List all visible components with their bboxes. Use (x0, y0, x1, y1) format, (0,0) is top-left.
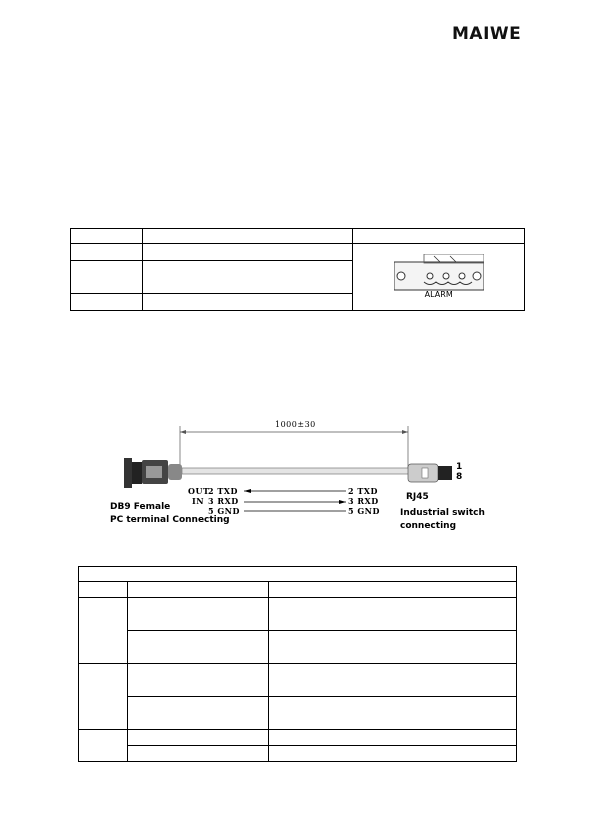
table-cell (71, 244, 143, 261)
table-cell (79, 582, 128, 598)
pin-definition-table (78, 566, 517, 762)
rj45-pin-1-label: 1 (456, 462, 463, 472)
in-label: IN (192, 496, 205, 506)
table-cell (127, 631, 269, 664)
table-cell (142, 244, 353, 261)
db9-rxd-label: 3 RXD (208, 496, 239, 506)
table-cell (71, 261, 143, 294)
table-cell (71, 294, 143, 311)
table-cell (269, 746, 517, 762)
db9-female-label: DB9 Female (110, 502, 171, 512)
table-cell (127, 746, 269, 762)
rj45-label: RJ45 (406, 492, 429, 502)
table-cell (71, 229, 143, 244)
db9-gnd-label: 5 GND (208, 506, 240, 516)
table-cell (269, 631, 517, 664)
table-cell (79, 598, 128, 664)
table-cell (127, 730, 269, 746)
pc-terminal-label: PC terminal Connecting (110, 515, 230, 525)
table-cell (127, 598, 269, 631)
table-cell (79, 567, 517, 582)
table-cell (269, 664, 517, 697)
rj45-rxd-label: 3 RXD (348, 496, 379, 506)
table-cell (269, 697, 517, 730)
table-cell (142, 294, 353, 311)
cable-length-label: 1000±30 (275, 420, 316, 429)
db9-txd-label: 2 TXD (208, 486, 238, 496)
alarm-terminal-table (70, 228, 525, 311)
table-cell (353, 229, 525, 244)
table-cell (127, 582, 269, 598)
table-cell (269, 598, 517, 631)
table-cell (79, 664, 128, 730)
out-label: OUT (188, 486, 210, 496)
table-cell (269, 582, 517, 598)
alarm-connector-image (394, 254, 484, 300)
connecting-label: connecting (400, 521, 457, 531)
table-cell (127, 664, 269, 697)
table-cell (142, 261, 353, 294)
alarm-label: ALARM (424, 290, 453, 299)
rj45-pin-8-label: 8 (456, 472, 463, 482)
rj45-gnd-label: 5 GND (348, 506, 380, 516)
table-cell (127, 697, 269, 730)
industrial-switch-label: Industrial switch (400, 508, 485, 518)
company-logo: MAIWE (452, 24, 522, 44)
table-cell (79, 730, 128, 762)
table-cell (142, 229, 353, 244)
console-cable-diagram (110, 414, 496, 538)
alarm-connector-cell (353, 244, 525, 311)
table-cell (269, 730, 517, 746)
rj45-txd-label: 2 TXD (348, 486, 378, 496)
